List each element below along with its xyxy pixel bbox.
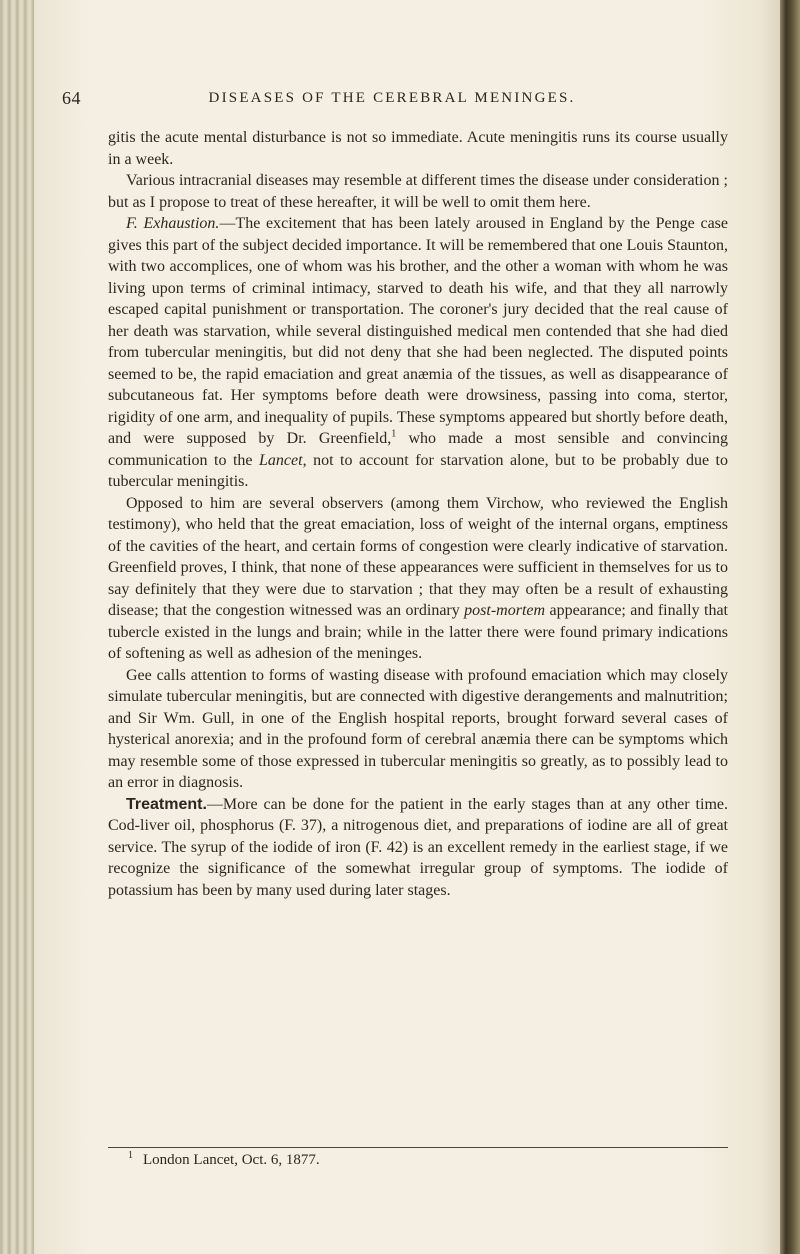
paragraph-treatment xyxy=(108,794,728,902)
term-post-mortem: post-mortem xyxy=(464,602,546,619)
paragraph-continuation: gitis the acute mental disturbance is not so immediate. Acute meningitis runs its course usually in a week. xyxy=(108,129,728,168)
paragraph-exhaustion xyxy=(108,213,728,493)
paragraph-gee: Gee calls attention to forms of wasting disease with profound emaciation which may closely simulate tubercular meningitis, but are connected with digestive derangements and malnutrition; and Sir Wm. Gull, in one of the English hospital reports, brought forward several cases of hysterical anorexia; and in the profound form of cerebral anæmia there can be symptoms which may resemble some of those expressed in tubercular meningitis so greatly, as to possibly lead to an error in diagnosis. xyxy=(108,666,728,791)
treatment-text: —More can be done for the patient in the early stages than at any other time. Cod-liver oil, phosphorus (F. 37), a nitrogenous diet, and preparations of iodine are all of great service. The syrup of the iodide of iron (F. 42) is an excellent remedy in the earliest stage, if we recognize the significance of the somewhat irregular group of symptoms. The iodide of potassium has been by many used during later stages. xyxy=(108,795,728,899)
section-label-treatment: Treatment. xyxy=(126,795,207,813)
exhaustion-text-b: who made a most sensible and convincing communication to the xyxy=(108,430,728,469)
footnote-rule xyxy=(108,1147,728,1148)
left-binding-edge xyxy=(0,0,34,1254)
page-header xyxy=(62,88,722,112)
footnote-mark: 1 xyxy=(128,1150,133,1161)
paragraph-intracranial: Various intracranial diseases may resemble at different times the disease under consideration ; but as I propose to treat of these hereafter, it will be well to omit them here. xyxy=(108,172,728,211)
exhaustion-text-a: —The excitement that has been lately aroused in England by the Penge case gives this part of the subject decided importance. It will be remembered that one Louis Staunton, with two accomplices, one of whom was his brother, and the other a woman with whom he was living upon terms of criminal intimacy, starved to death his wife, and that they all narrowly escaped capital punishment or transportation. The coroner's jury decided that the real cause of her death was starvation, while several distinguished medical men contended that she had died from tubercular meningitis, but did not deny that she had been neglected. The disputed points seemed to be, the rapid emaciation and great anæmia of the tissues, as well as disappearance of subcutaneous fat. Her symptoms before death were drowsiness, passing into coma, stertor, rigidity of one arm, and inequality of pupils. These symptoms appeared but shortly before death, and were supposed by Dr. Greenfield, xyxy=(108,215,729,447)
footnote xyxy=(128,1151,320,1169)
footnote-reference: 1 xyxy=(391,428,397,440)
journal-title-lancet: Lancet xyxy=(259,451,303,469)
exhaustion-text-c: , not to account for starvation alone, but to be probably due to tubercular meningitis. xyxy=(108,451,729,490)
body-text xyxy=(108,127,728,901)
section-label-exhaustion: F. Exhaustion. xyxy=(126,215,220,232)
opposed-text-a: Opposed to him are several observers (among them Virchow, who reviewed the English testimony), who held that the great emaciation, loss of weight of the internal organs, emptiness of the cavities of the heart, and certain forms of congestion were clearly indicative of starvation. Greenfield proves, I think, that none of these appearances were sufficient in themselves for us to say definitely that they were due to starvation ; that they may often be a result of exhausting disease; that the congestion witnessed was an ordinary xyxy=(108,494,728,619)
footnote-text: London Lancet, Oct. 6, 1877. xyxy=(143,1152,320,1168)
right-page-edge xyxy=(780,0,800,1254)
page-number: 64 xyxy=(62,88,81,108)
running-head: DISEASES OF THE CEREBRAL MENINGES. xyxy=(208,90,576,106)
paragraph-opposed xyxy=(108,493,728,665)
opposed-text-b: appearance; and finally that tubercle existed in the lungs and brain; while in the latter there were found primary indications of softening as well as adhesion of the meninges. xyxy=(108,602,728,662)
